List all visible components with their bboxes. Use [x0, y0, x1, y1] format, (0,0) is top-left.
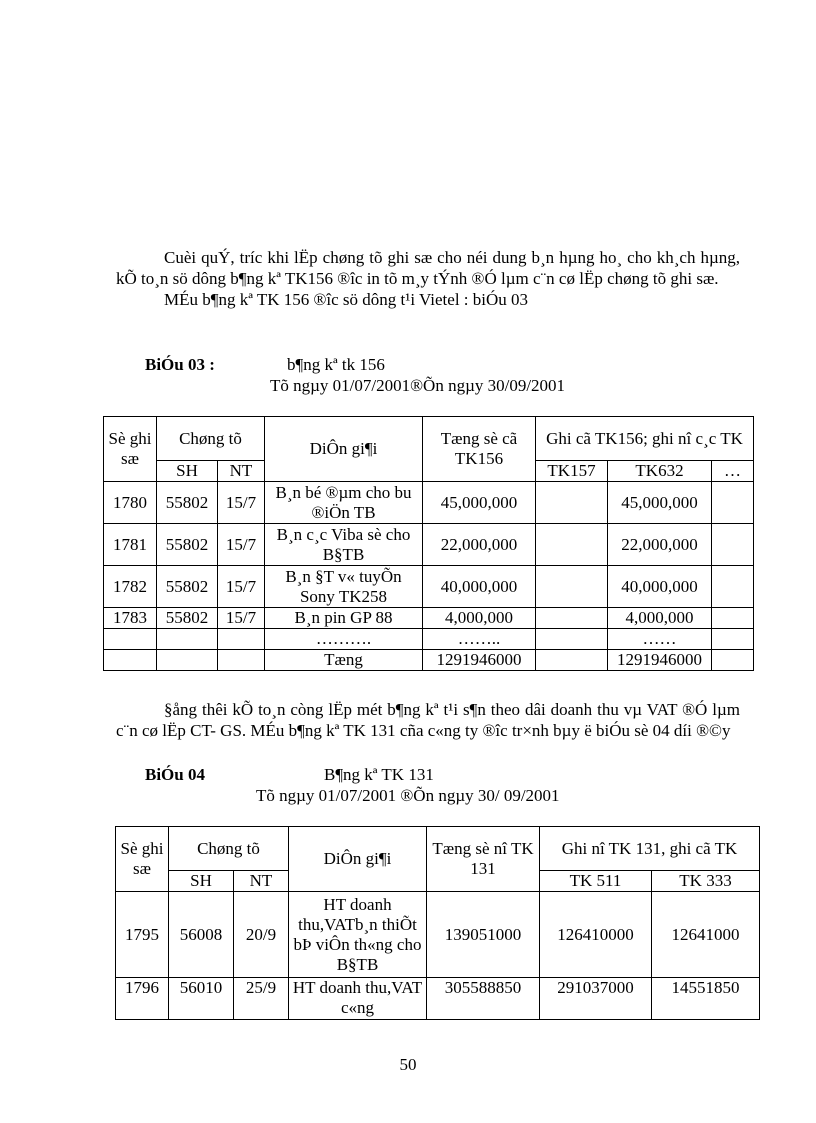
cell-c2: 45,000,000: [608, 482, 712, 524]
cell-total: 45,000,000: [423, 482, 536, 524]
header-c1: TK157: [536, 461, 608, 482]
cell-c1: [536, 629, 608, 650]
cell-nt: 25/9: [234, 978, 289, 1020]
cell-nt: 20/9: [234, 892, 289, 978]
table-row-total: [104, 650, 754, 671]
cell-seq: 1783: [104, 608, 157, 629]
table-row: [104, 566, 754, 608]
cell-sh: 56010: [169, 978, 234, 1020]
cell-c3: [712, 629, 754, 650]
header-sh: SH: [169, 871, 234, 892]
cell-desc: B¸n c¸c Viba sè cho B§TB: [265, 524, 423, 566]
cell-seq: 1780: [104, 482, 157, 524]
header-desc: DiÔn gi¶i: [289, 827, 427, 892]
cell-total: 4,000,000: [423, 608, 536, 629]
cell-desc: B¸n pin GP 88: [265, 608, 423, 629]
header-sh: SH: [157, 461, 218, 482]
cell-desc: Tæng: [265, 650, 423, 671]
header-seq: Sè ghi sæ: [104, 417, 157, 482]
cell-total: 139051000: [427, 892, 540, 978]
cell-total: 1291946000: [423, 650, 536, 671]
cell-desc: ……….: [265, 629, 423, 650]
cell-desc: B¸n §T v« tuyÕn Sony TK258: [265, 566, 423, 608]
table-row: [116, 892, 760, 978]
cell-total: 40,000,000: [423, 566, 536, 608]
cell-nt: [218, 629, 265, 650]
form04-table: [115, 826, 760, 1020]
cell-seq: 1781: [104, 524, 157, 566]
cell-c1: 126410000: [540, 892, 652, 978]
cell-c1: [536, 566, 608, 608]
header-nt: NT: [218, 461, 265, 482]
header-group: Ghi nî TK 131, ghi cã TK: [540, 827, 760, 871]
cell-total: 305588850: [427, 978, 540, 1020]
header-group: Ghi cã TK156; ghi nî c¸c TK: [536, 417, 754, 461]
cell-c2: 40,000,000: [608, 566, 712, 608]
cell-c2: 22,000,000: [608, 524, 712, 566]
cell-sh: 55802: [157, 566, 218, 608]
cell-c2: 12641000: [652, 892, 760, 978]
header-total: Tæng sè cã TK156: [423, 417, 536, 482]
cell-nt: 15/7: [218, 608, 265, 629]
mid-text-1: §ång thêi kÕ to¸n còng lËp mét b¶ng kª t¹i s¶n theo dâi doanh thu vµ VAT ®Ó lµm c¨n cø lËp CT- GS. MÉu b¶ng kª TK 131 cña c«ng ty ®îc tr×nh bµy ë biÓu sè 04 díi ®©y: [116, 700, 740, 740]
cell-seq: [104, 650, 157, 671]
intro-paragraph: [116, 247, 740, 310]
cell-c1: [536, 524, 608, 566]
header-desc: DiÔn gi¶i: [265, 417, 423, 482]
intro-text-2: MÉu b¶ng kª TK 156 ®îc sö dông t¹i Vietel : biÓu 03: [164, 290, 529, 309]
form03-table: [103, 416, 754, 671]
table-row: [104, 482, 754, 524]
form04-label: BiÓu 04: [145, 765, 205, 784]
cell-nt: 15/7: [218, 524, 265, 566]
form03-label: BiÓu 03 :: [145, 355, 215, 374]
cell-sh: 55802: [157, 482, 218, 524]
cell-c1: [536, 650, 608, 671]
header-voucher: Chøng tõ: [169, 827, 289, 871]
cell-desc: B¸n bé ®µm cho bu ®iÖn TB: [265, 482, 423, 524]
cell-total: ……..: [423, 629, 536, 650]
header-c3: …: [712, 461, 754, 482]
cell-nt: 15/7: [218, 566, 265, 608]
cell-nt: 15/7: [218, 482, 265, 524]
cell-desc: HT doanh thu,VAT c«ng: [289, 978, 427, 1020]
cell-sh: 56008: [169, 892, 234, 978]
form04-title: B¶ng kª TK 131: [324, 765, 434, 784]
cell-sh: 55802: [157, 608, 218, 629]
intro-text-1: Cuèi quÝ, tríc khi lËp chøng tõ ghi sæ cho néi dung b¸n hµng ho¸ cho kh¸ch hµng, kÕ to¸n sö dông b¶ng kª TK156 ®îc in tõ m¸y tÝnh ®Ó lµm c¨n cø lËp chøng tõ ghi sæ.: [116, 248, 740, 288]
table-row: [104, 629, 754, 650]
cell-sh: 55802: [157, 524, 218, 566]
cell-c2: ……: [608, 629, 712, 650]
header-c1: TK 511: [540, 871, 652, 892]
cell-c1: 291037000: [540, 978, 652, 1020]
header-nt: NT: [234, 871, 289, 892]
cell-nt: [218, 650, 265, 671]
cell-seq: 1795: [116, 892, 169, 978]
cell-c2: 1291946000: [608, 650, 712, 671]
cell-seq: [104, 629, 157, 650]
form03-period: Tõ ngµy 01/07/2001®Õn ngµy 30/09/2001: [270, 376, 566, 395]
table-row: [104, 524, 754, 566]
cell-total: 22,000,000: [423, 524, 536, 566]
header-seq: Sè ghi sæ: [116, 827, 169, 892]
cell-c1: [536, 608, 608, 629]
cell-sh: [157, 650, 218, 671]
cell-c2: 4,000,000: [608, 608, 712, 629]
cell-c2: 14551850: [652, 978, 760, 1020]
cell-c3: [712, 482, 754, 524]
cell-seq: 1782: [104, 566, 157, 608]
header-c2: TK632: [608, 461, 712, 482]
cell-desc: HT doanh thu,VATb¸n thiÕt bÞ viÔn th«ng cho B§TB: [289, 892, 427, 978]
cell-c1: [536, 482, 608, 524]
cell-c3: [712, 608, 754, 629]
cell-seq: 1796: [116, 978, 169, 1020]
mid-paragraph: [116, 699, 740, 741]
cell-c3: [712, 566, 754, 608]
table-row: [104, 608, 754, 629]
header-c2: TK 333: [652, 871, 760, 892]
header-voucher: Chøng tõ: [157, 417, 265, 461]
cell-c3: [712, 650, 754, 671]
header-total: Tæng sè nî TK 131: [427, 827, 540, 892]
cell-c3: [712, 524, 754, 566]
form04-period: Tõ ngµy 01/07/2001 ®Õn ngµy 30/ 09/2001: [256, 786, 560, 805]
table-row: [116, 978, 760, 1020]
form03-title: b¶ng kª tk 156: [287, 355, 385, 374]
page-number: 50: [399, 1055, 417, 1074]
cell-sh: [157, 629, 218, 650]
